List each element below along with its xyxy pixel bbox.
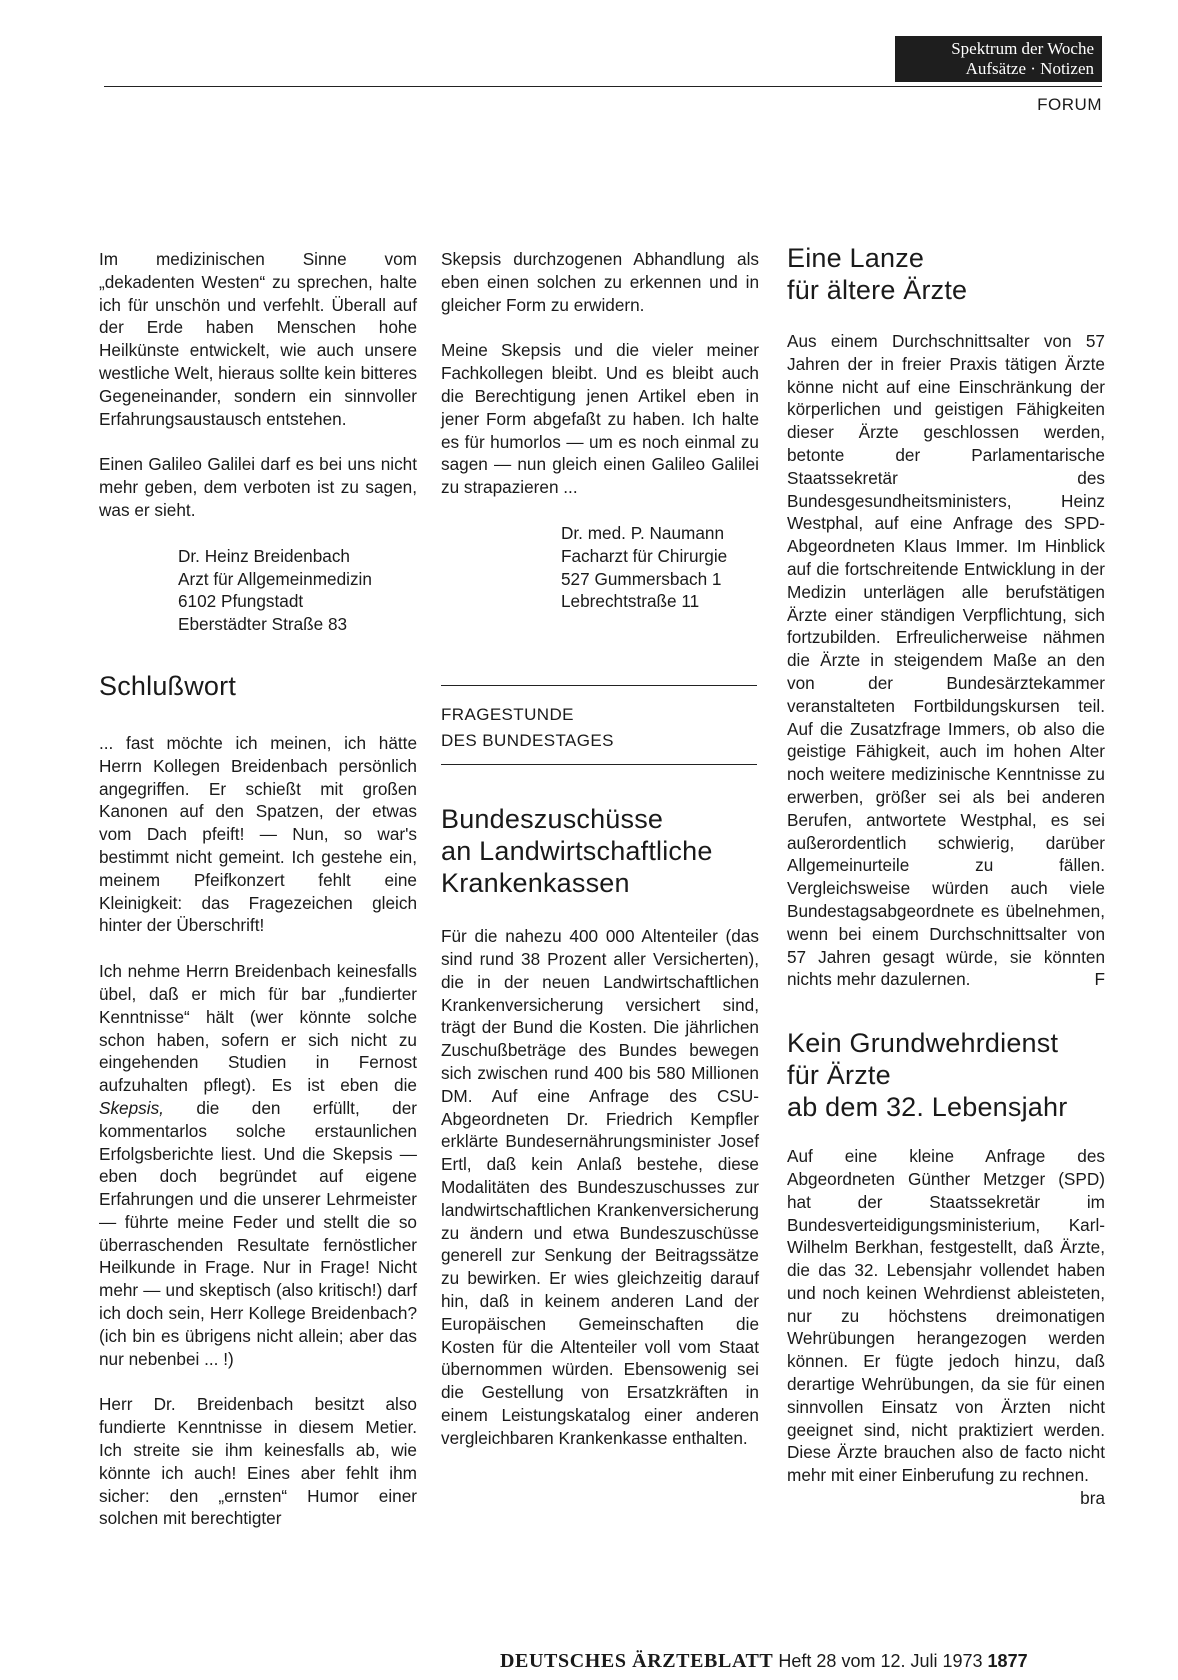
paragraph — [99, 960, 417, 1370]
heading-schlusswort: Schlußwort — [99, 670, 237, 701]
signature-line: Dr. med. P. Naumann — [561, 522, 725, 543]
page-number: 1877 — [987, 1651, 1028, 1671]
signature-line: Facharzt für Chirurgie — [561, 545, 728, 566]
header-rule — [104, 86, 1102, 87]
section-fragestunde — [441, 685, 757, 765]
column-1 — [99, 248, 417, 1553]
signature-line: Lebrechtstraße 11 — [561, 591, 700, 612]
signature-breidenbach — [99, 545, 417, 636]
signature-line: Arzt für Allgemeinmedizin — [178, 568, 372, 589]
badge-line-1: Spektrum der Woche — [951, 39, 1094, 58]
signature-naumann — [441, 522, 759, 613]
emphasis-skepsis: Skepsis, — [99, 1097, 164, 1118]
paragraph-text: Aus einem Durchschnittsalter von 57 Jahren der in freier Praxis tätigen Ärzte könne nicht auf eine Einschränkung der körperlichen und geistigen Fähigkeiten dieser Ärzte geschlossen werden, betonte der Parlamentarische Staatssekretär des Bundesgesundheitsministers, Heinz Westphal, auf eine Anfrage des SPD-Abgeordneten Klaus Immer. Im Hinblick auf die fortschreitende Entwicklung in der Medizin unterlägen alle berufstätigen Ärzte einer ständigen Verpflichtung, sich fortzubilden. Erfreulicherweise nähmen die Ärzte in steigendem Maße an den von der Bundesärztekammer veranstalteten Fortbildungskursen teil. Auf die Zusatzfrage Immers, ob also die geistige Fähigkeit, auch im hohen Alter noch weitere medizinische Kenntnisse zu erwerben, größer sei als bei anderen Berufen, antwortete Westphal, es sei außerordentlich schwierig, darüber Allgemeinurteile zu fällen. Vergleichsweise würden auch viele Bundestagsabgeordnete es übelnehmen, wenn bei einem Durchschnittsalter von 57 Jahren gesagt würde, sie könnten nichts mehr dazulernen. — [787, 331, 1105, 990]
paragraph-text: die den erfüllt, der kommentarlos solche erstaunlichen Erfolgsberichte liest. Und die Skepsis — eben doch begründet auf eigene Erfahrungen und die unserer Lehrmeister — führte meine Feder und stellt die so überraschenden Resultate fernöstlicher Heilkunde in Frage. Nur in Frage! Nicht mehr — und skeptisch (also kritisch!) darf ich doch sein, Herr Kollege Breidenbach? (ich bin es übrigens nicht allein; aber das nur nebenbei ... !) — [99, 1097, 417, 1369]
paragraph: Skepsis durchzogenen Abhandlung als eben einen solchen zu erkennen und in gleicher Form zu erwidern. — [441, 249, 759, 315]
heading-bundeszuschuesse — [441, 803, 759, 899]
paragraph: Meine Skepsis und die vieler meiner Fachkollegen bleibt. Und es bleibt auch die Berechtigung jenen Artikel eben in jener Form abgefaßt zu haben. Ich halte es für humorlos — um es noch einmal zu sagen — nun gleich einen Galileo Galilei zu strapazieren ... — [441, 340, 759, 498]
heading-kein-grundwehrdienst — [787, 1027, 1105, 1123]
author-mark: F — [1094, 969, 1105, 990]
signature-line: 6102 Pfungstadt — [178, 591, 304, 612]
heading-line: für ältere Ärzte — [787, 275, 968, 305]
paragraph — [787, 1145, 1105, 1509]
section-label: FORUM — [1037, 95, 1102, 114]
paragraph: ... fast möchte ich meinen, ich hätte Herrn Kollegen Breidenbach persönlich angegriffen. Er schießt mit großen Kanonen auf den Spatzen, der etwas vom Dach pfeift! — Nun, so war's bestimmt nicht gemeint. Ich gestehe ein, meinem Pfeifkonzert fehlt eine Kleinigkeit: das Fragezeichen gleich hinter der Überschrift! — [99, 732, 417, 936]
section-line: DES BUNDESTAGES — [441, 731, 614, 751]
heading-line: an Landwirtschaftliche — [441, 836, 713, 867]
magazine-name: DEUTSCHES ÄRZTEBLATT — [500, 1650, 774, 1672]
heading-line: Bundeszuschüsse — [441, 804, 664, 835]
heading-line: ab dem 32. Lebensjahr — [787, 1092, 1068, 1123]
column-3 — [787, 243, 1105, 1510]
heading-line: für Ärzte — [787, 1060, 891, 1091]
paragraph: Herr Dr. Breidenbach besitzt also fundierte Kenntnisse in diesem Metier. Ich streite sie ihm keinesfalls ab, wie könnte ich auch! Eines aber fehlt ihm sicher: den „ernsten“ Humor einer solchen mit berechtigter — [99, 1394, 417, 1529]
paragraph-text: Auf eine kleine Anfrage des Abgeordneten Günther Metzger (SPD) hat der Staatssekretär im Bundesverteidigungsministerium, Karl-Wilhelm Berkhan, festgestellt, daß Ärzte, die das 32. Lebensjahr vollendet haben und noch keinen Wehrdienst ableisteten, nur zu höchstens dreimonatigen Wehrübungen herangezogen werden können. Er fügte jedoch hinzu, daß derartige Wehrübungen, da sie für einen sinnvollen Einsatz von Ärzten nicht geeignet sind, nicht praktiziert werden. Diese Ärzte brauchen also de facto nicht mehr mit einer Einberufung zu rechnen. — [787, 1146, 1105, 1486]
column-2 — [441, 248, 759, 1472]
paragraph: Einen Galileo Galilei darf es bei uns nicht mehr geben, dem verboten ist zu sagen, was er sieht. — [99, 454, 417, 520]
signature-line: 527 Gummersbach 1 — [561, 568, 722, 589]
author-mark: bra — [1080, 1488, 1105, 1509]
page-footer — [500, 1650, 1028, 1673]
paragraph-text: Ich nehme Herrn Breidenbach keinesfalls übel, daß er mich für bar „fundierter Kenntnisse“ hält (wer könnte solche schon haben, sofern er sich nicht zu eingehenden Studien in Fernost aufzuhalten pflegt). Es ist eben die — [99, 961, 417, 1096]
paragraph — [787, 330, 1105, 991]
signature-line: Dr. Heinz Breidenbach — [178, 545, 350, 566]
section-line: FRAGESTUNDE — [441, 705, 574, 725]
heading-line: Krankenkassen — [441, 868, 630, 899]
section-badge — [895, 36, 1102, 82]
heading-eine-lanze — [787, 242, 1105, 306]
heading-line: Kein Grundwehrdienst — [787, 1028, 1059, 1059]
heading-line: Eine Lanze — [787, 243, 925, 273]
issue-info: Heft 28 vom 12. Juli 1973 — [778, 1651, 983, 1671]
badge-line-2: Aufsätze · Notizen — [965, 59, 1094, 78]
paragraph: Für die nahezu 400 000 Altenteiler (das sind rund 38 Prozent aller Versicherten), die in der neuen Landwirtschaftlichen Krankenversicherung versichert sind, trägt der Bund die Kosten. Die jährlichen Zuschußbeträge des Bundes bewegen sich zwischen rund 400 bis 580 Millionen DM. Auf eine Anfrage des CSU-Abgeordneten Dr. Friedrich Kempfler erklärte Bundesernährungsminister Josef Ertl, daß kein Anlaß bestehe, diese Modalitäten des Bundeszuschusses zur landwirtschaftlichen Krankenversicherung zu ändern und etwa Bundeszuschüsse generell zur Senkung der Beitragssätze zu bewirken. Er wies gleichzeitig darauf hin, daß in keinem anderen Land der Europäischen Gemeinschaften die Kosten für die Altenteiler voll vom Staat übernommen würden. Ebensowenig sei die Gestellung von Ersatzkräften in einem Leistungskatalog einer anderen vergleichbaren Krankenkasse enthalten. — [441, 926, 759, 1448]
signature-line: Eberstädter Straße 83 — [178, 614, 348, 635]
paragraph: Im medizinischen Sinne vom „dekadenten Westen“ zu sprechen, halte ich für unschön und verfehlt. Überall auf der Erde haben Menschen hohe Heilkünste entwickelt, wie auch unsere westliche Welt, hieraus sollte kein bitteres Gegeneinander, sondern ein sinnvoller Erfahrungsaustausch entstehen. — [99, 249, 417, 429]
